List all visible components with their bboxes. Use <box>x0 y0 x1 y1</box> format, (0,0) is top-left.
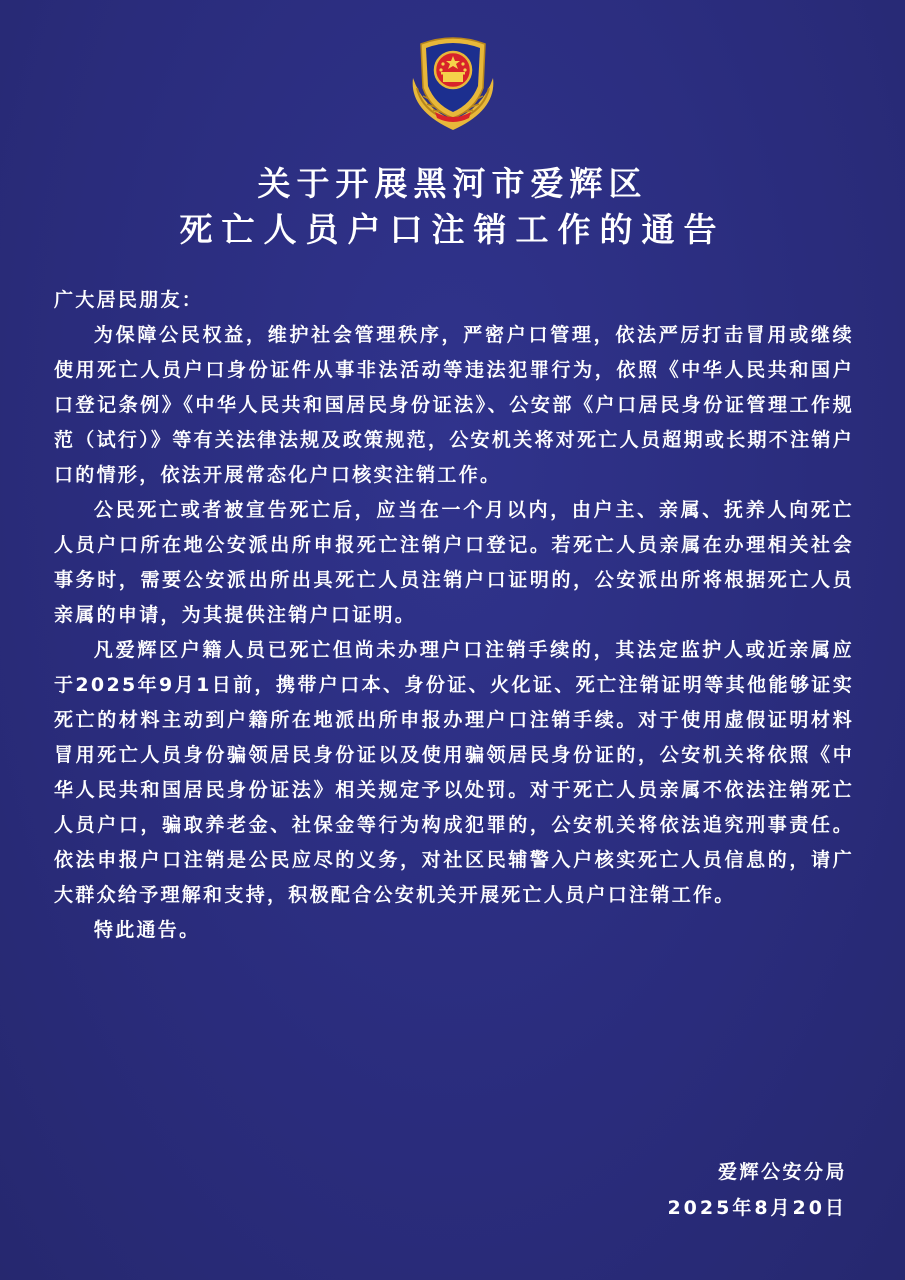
police-emblem-icon <box>403 30 503 134</box>
notice-body <box>54 283 854 948</box>
greeting: 广大居民朋友： <box>54 289 204 311</box>
notice-title-line1: 关于开展黑河市爱辉区 <box>257 164 648 203</box>
notice-title-line2: 死亡人员户口注销工作的通告 <box>179 210 726 249</box>
paragraph-2: 公民死亡或者被宣告死亡后，应当在一个月以内，由户主、亲属、抚养人向死亡人员户口所在地公安派出所申报死亡注销户口登记。若死亡人员亲属在办理相关社会事务时，需要公安派出所出具死亡人员注销户口证明的，公安派出所将根据死亡人员亲属的申请，为其提供注销户口证明。 <box>54 499 854 626</box>
paragraph-3: 凡爱辉区户籍人员已死亡但尚未办理户口注销手续的，其法定监护人或近亲属应于2025年9月1日前，携带户口本、身份证、火化证、死亡注销证明等其他能够证实死亡的材料主动到户籍所在地派出所申报办理户口注销手续。对于使用虚假证明材料冒用死亡人员身份骗领居民身份证以及使用骗领居民身份证的，公安机关将依照《中华人民共和国居民身份证法》相关规定予以处罚。对于死亡人员亲属不依法注销死亡人员户口，骗取养老金、社保金等行为构成犯罪的，公安机关将依法追究刑事责任。依法申报户口注销是公民应尽的义务，对社区民辅警入户核实死亡人员信息的，请广大群众给予理解和支持，积极配合公安机关开展死亡人员户口注销工作。 <box>54 639 854 906</box>
issuing-organization: 爱辉公安分局 <box>717 1161 847 1183</box>
issue-date: 2025年8月20日 <box>667 1197 847 1219</box>
closing-line: 特此通告。 <box>93 919 201 941</box>
paragraph-1: 为保障公民权益，维护社会管理秩序，严密户口管理，依法严厉打击冒用或继续使用死亡人员户口身份证件从事非法活动等违法犯罪行为，依照《中华人民共和国户口登记条例》《中华人民共和国居民身份证法》、公安部《户口居民身份证管理工作规范（试行）》等有关法律法规及政策规范，公安机关将对死亡人员超期或长期不注销户口的情形，依法开展常态化户口核实注销工作。 <box>54 324 854 486</box>
